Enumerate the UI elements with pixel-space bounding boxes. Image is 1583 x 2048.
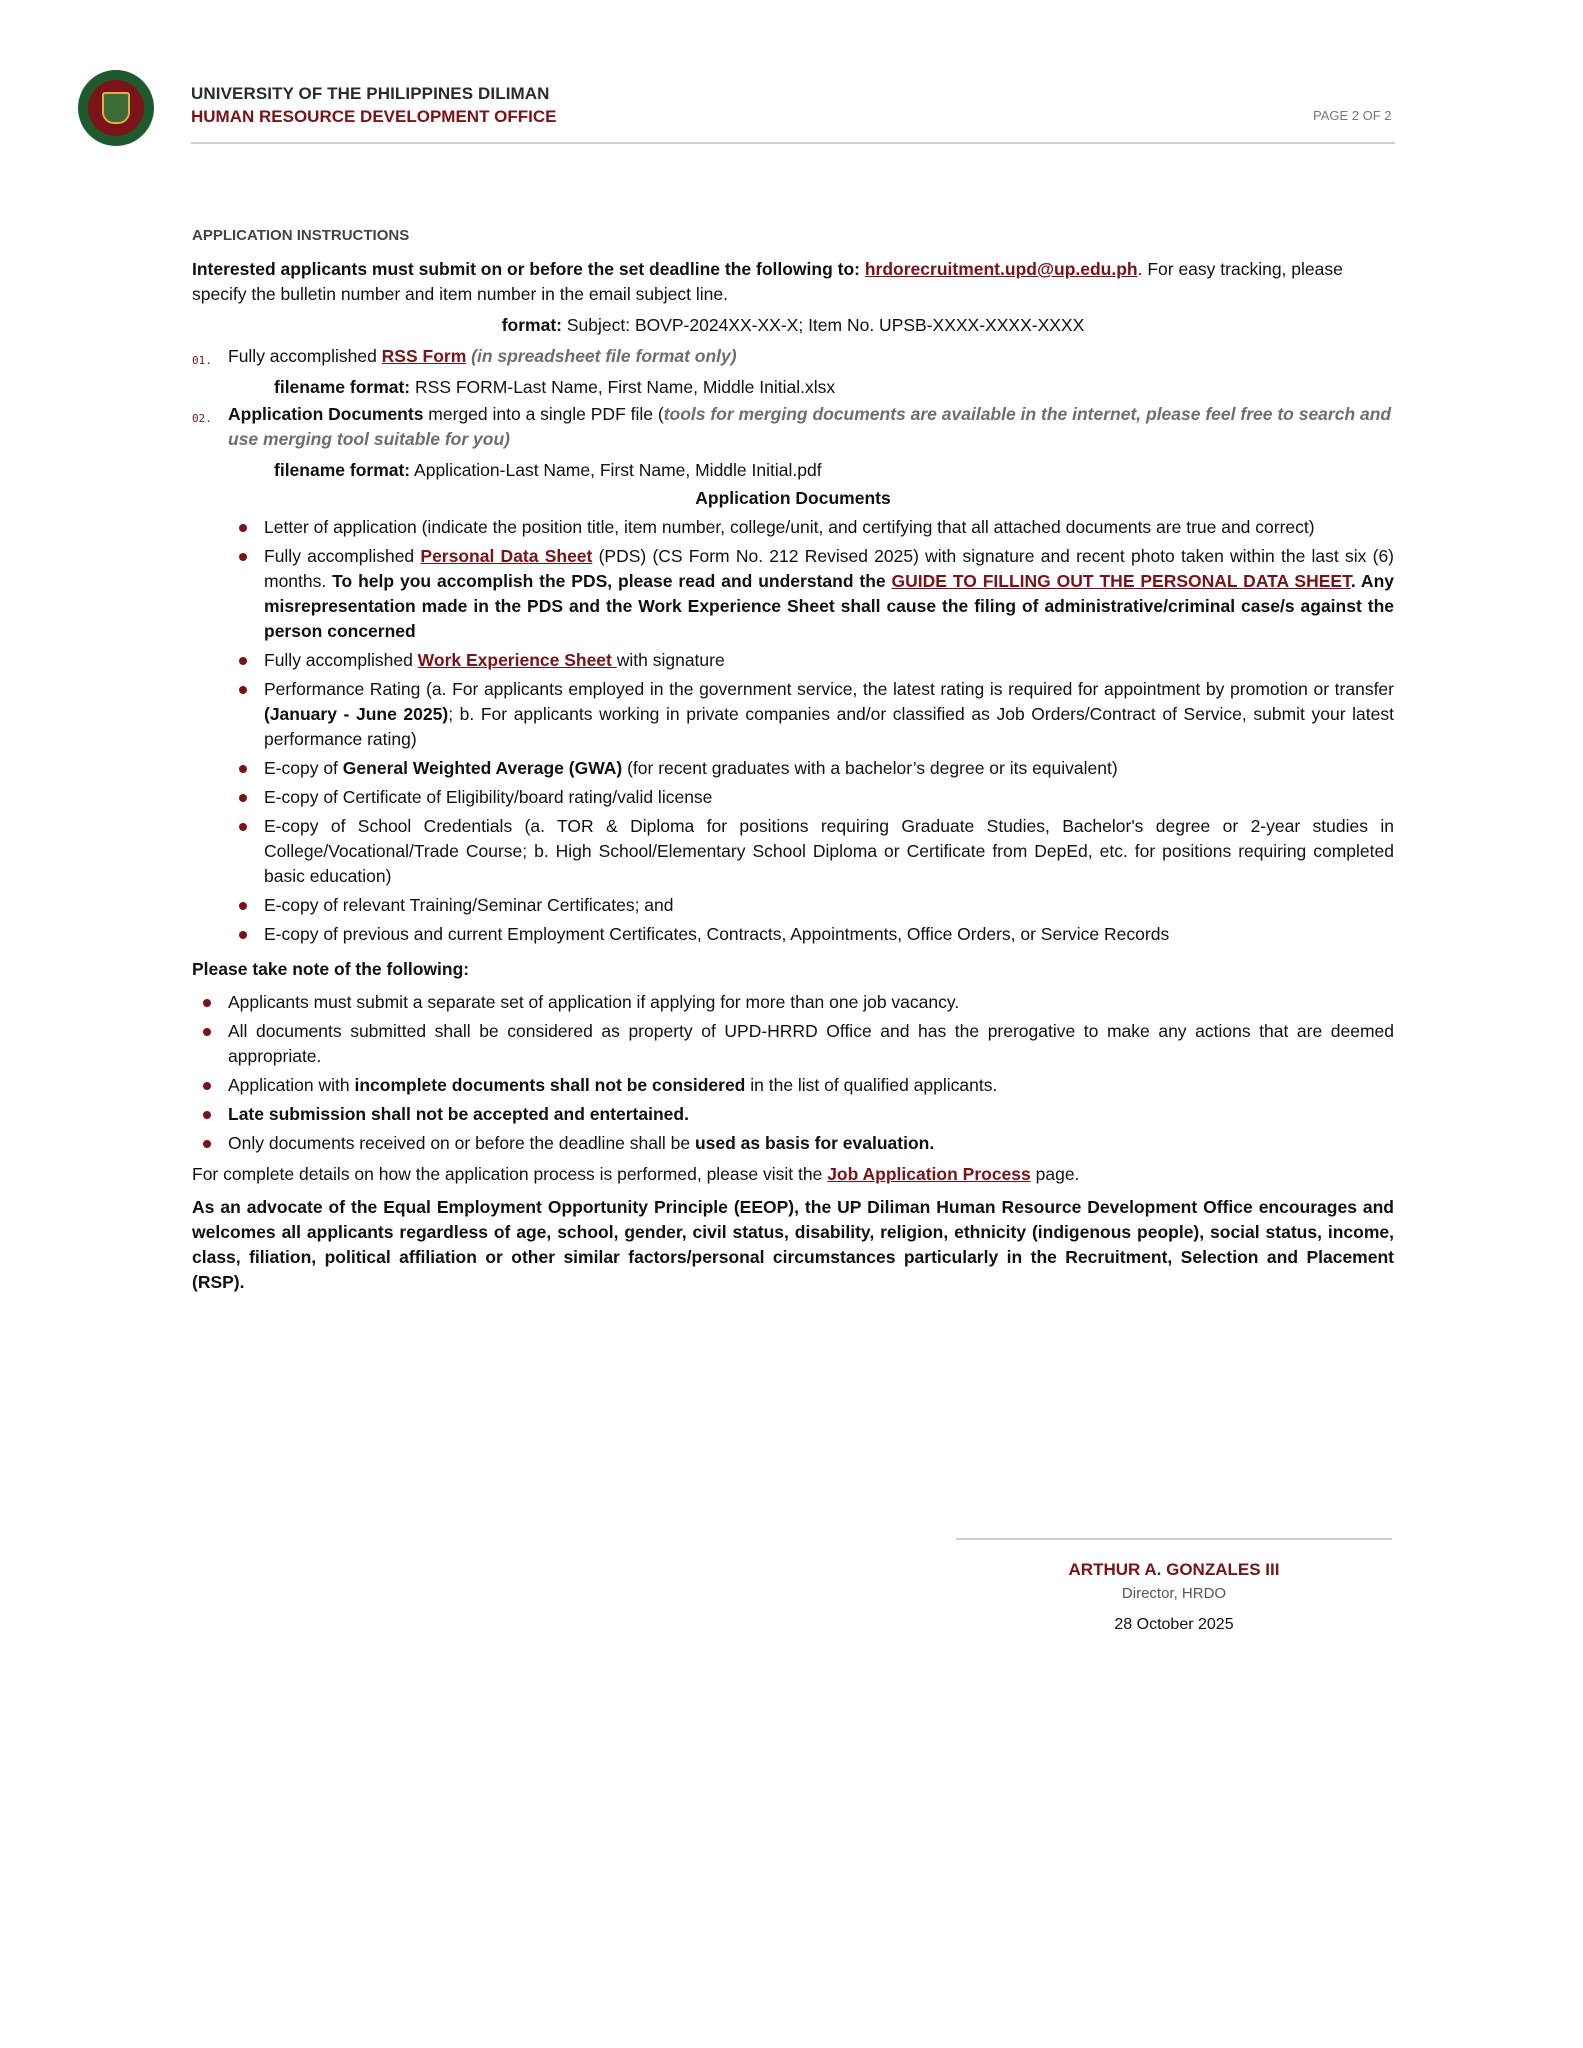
seal-shield [102, 92, 130, 124]
pds-guide-link[interactable]: GUIDE TO FILLING OUT THE PERSONAL DATA SHEET [891, 571, 1351, 591]
item-text [228, 402, 1394, 452]
item-bold: Application Documents [228, 404, 424, 424]
item-note: tools for merging documents are available in the internet, please feel free to search and use merging tool suitable for you) [228, 404, 1392, 449]
application-documents-list [192, 515, 1394, 947]
pdf-filename-format [192, 458, 1394, 483]
note-bold: Late submission shall not be accepted and entertained. [228, 1104, 689, 1124]
filename-value: RSS FORM-Last Name, First Name, Middle Initial.xlsx [410, 377, 836, 397]
work-experience-sheet-link[interactable]: Work Experience Sheet [417, 650, 617, 670]
doc-prefix: E-copy of [264, 758, 343, 778]
list-item [228, 1131, 1394, 1156]
notes-list [192, 990, 1394, 1156]
list-item [228, 1019, 1394, 1069]
list-item [264, 756, 1394, 781]
intro-bold: Interested applicants must submit on or before the set deadline the following to: [192, 259, 865, 279]
subject-format [192, 313, 1394, 338]
rss-form-link[interactable]: RSS Form [381, 346, 467, 366]
item-note: (in spreadsheet file format only) [466, 346, 737, 366]
pds-link[interactable]: Personal Data Sheet [420, 546, 593, 566]
doc-bold: General Weighted Average (GWA) [342, 758, 623, 778]
list-item [264, 785, 1394, 810]
signatory-role: Director, HRDO [1121, 1585, 1227, 1602]
list-item [264, 814, 1394, 889]
doc-text: (for recent graduates with a bachelor’s degree or its equivalent) [622, 758, 1118, 778]
numbered-item-1 [192, 344, 1394, 373]
eeop-statement: As an advocate of the Equal Employment Opportunity Principle (EEOP), the UP Diliman Human Resource Development Office encourages and welcomes all applicants regardless of age, school, gender, civil status, disability, religion, ethnicity (indigenous people), social status, income, class, filiation, political affiliation or other similar factors/personal circumstances particularly in the Recruitment, Selection and Placement (RSP). [192, 1197, 1394, 1292]
filename-label: filename format: [274, 377, 411, 397]
item-text [228, 344, 737, 373]
list-item [264, 648, 1394, 673]
note-text: All documents submitted shall be considered as property of UPD-HRRD Office and has the prerogative to make any actions that are deemed appropriate. [228, 1021, 1394, 1066]
note-text: Applicants must submit a separate set of application if applying for more than one job vacancy. [228, 992, 960, 1012]
doc-text: E-copy of previous and current Employment Certificates, Contracts, Appointments, Office Orders, or Service Records [264, 924, 1170, 944]
note-prefix: Only documents received on or before the deadline shall be [228, 1133, 695, 1153]
item-number: 01. [192, 354, 212, 367]
page-indicator: PAGE 2 OF 2 [1313, 108, 1392, 123]
university-name: UNIVERSITY OF THE PHILIPPINES DILIMAN [191, 84, 550, 103]
doc-bold: To help you accomplish the PDS, please read and understand the [332, 571, 892, 591]
signature-date: 28 October 2025 [1114, 1616, 1234, 1633]
list-item [264, 677, 1394, 752]
list-item [228, 1073, 1394, 1098]
process-paragraph [192, 1162, 1394, 1187]
item-number: 02. [192, 412, 212, 425]
notes-title: Please take note of the following: [192, 959, 470, 979]
list-item [264, 544, 1394, 644]
list-item [228, 1102, 1394, 1127]
signature-line [956, 1538, 1392, 1540]
doc-text: with signature [616, 650, 725, 670]
note-bold: used as basis for evaluation. [694, 1133, 935, 1153]
note-text: in the list of qualified applicants. [745, 1075, 998, 1095]
list-item [264, 515, 1394, 540]
filename-value: Application-Last Name, First Name, Middle Initial.pdf [410, 460, 822, 480]
rss-filename-format [192, 375, 1394, 400]
doc-text: E-copy of School Credentials (a. TOR & Diploma for positions requiring Graduate Studies, Bachelor's degree or 2-year studies in College/Vocational/Trade Course; b. High School/Elementary School Diploma or Certificate from DepEd, etc. for positions requiring completed basic education) [264, 816, 1394, 886]
intro-paragraph [192, 257, 1394, 307]
office-name: HUMAN RESOURCE DEVELOPMENT OFFICE [191, 107, 557, 126]
format-label: format: [501, 315, 562, 335]
doc-text: ; b. For applicants working in private companies and/or classified as Job Orders/Contract of Service, submit your latest performance rating) [264, 704, 1394, 749]
doc-prefix: Fully accomplished [264, 650, 418, 670]
filename-label: filename format: [274, 460, 411, 480]
doc-bold: . Any misrepresentation made in the PDS and the Work Experience Sheet shall cause the filing of administrative/criminal case/s against the person concerned [264, 571, 1394, 641]
process-suffix: page. [1030, 1164, 1080, 1184]
doc-text: Performance Rating (a. For applicants employed in the government service, the latest rating is required for appointment by promotion or transfer [264, 679, 1394, 699]
list-item [228, 990, 1394, 1015]
intro-rest: . For easy tracking, please specify the bulletin number and item number in the email subject line. [192, 259, 1343, 304]
up-seal-icon [78, 70, 154, 146]
item-prefix: Fully accomplished [228, 346, 382, 366]
process-prefix: For complete details on how the application process is performed, please visit the [192, 1164, 828, 1184]
numbered-item-2 [192, 402, 1394, 452]
doc-prefix: Fully accomplished [264, 546, 421, 566]
instructions-content [192, 223, 1394, 1295]
list-item [264, 893, 1394, 918]
email-link[interactable]: hrdorecruitment.upd@up.edu.ph [864, 259, 1138, 279]
doc-text: E-copy of relevant Training/Seminar Certificates; and [264, 895, 674, 915]
signatory-name: ARTHUR A. GONZALES III [1068, 1560, 1280, 1579]
header-divider [191, 142, 1395, 144]
doc-text: E-copy of Certificate of Eligibility/board rating/valid license [264, 787, 713, 807]
format-value: Subject: BOVP-2024XX-XX-X; Item No. UPSB-XXXX-XXXX-XXXX [561, 315, 1085, 335]
note-bold: incomplete documents shall not be considered [354, 1075, 746, 1095]
doc-bold: (January - June 2025) [264, 704, 449, 724]
note-prefix: Application with [228, 1075, 355, 1095]
doc-text: (PDS) (CS Form No. 212 Revised 2025) with signature and recent photo taken within the last six (6) months. [264, 546, 1395, 591]
section-title: APPLICATION INSTRUCTIONS [192, 227, 410, 244]
job-application-process-link[interactable]: Job Application Process [827, 1164, 1031, 1184]
doc-text: Letter of application (indicate the position title, item number, college/unit, and certifying that all attached documents are true and correct) [264, 517, 1315, 537]
list-item [264, 922, 1394, 947]
seal-inner [88, 80, 144, 136]
item-body: merged into a single PDF file ( [423, 404, 664, 424]
application-documents-title: Application Documents [695, 488, 891, 508]
